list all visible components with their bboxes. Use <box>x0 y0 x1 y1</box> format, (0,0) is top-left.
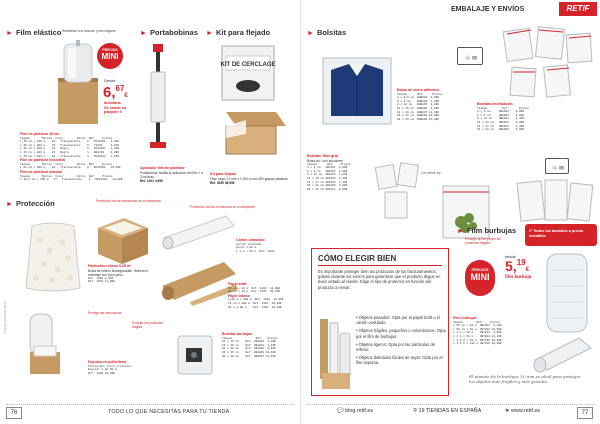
porta-desc: Portabobina, facilita la aplicación del film 1 a 3 bobinas. <box>140 170 203 179</box>
section-title: Bolsitas <box>316 28 347 37</box>
handwritten-note: El tamaño de la burbuja: 10 mm es ideal para proteger los objetos más frágiles y más grandes. <box>469 374 581 384</box>
chips-bag-image <box>22 220 84 294</box>
kit-info <box>210 172 288 185</box>
bubble-roll-standing-image <box>537 250 597 336</box>
section-portabobinas <box>140 28 198 37</box>
espuma-roll-image <box>26 312 66 376</box>
film-table-title: Film de paletizar manual <box>20 169 62 174</box>
badge-main: MINI <box>470 272 490 282</box>
film-boxes-image <box>56 38 100 126</box>
carton-tbl: Cartón ondulado Ancho 1,00 m L 1 m x 50 m Ref. 9104 <box>236 242 275 253</box>
prot-note-1: Protección de las mercancías en el transporte <box>96 199 161 203</box>
recycle-icon <box>545 158 569 174</box>
como-elegir-item: • Objetos ligeros: Opta por las partículas de relleno. <box>356 341 436 353</box>
unit-line: la bobina. <box>104 101 122 105</box>
price-dec: 67 <box>115 84 125 93</box>
bolsita-burbujas-info <box>222 332 296 358</box>
chips-tbl: Ref. 1902 4,99€ Ref. 1903 11,99€ <box>88 276 115 284</box>
cursor-icon: ➤ <box>505 408 510 414</box>
chips-info <box>88 264 152 284</box>
footer-rule <box>6 404 294 405</box>
section-title: Protección <box>15 199 55 208</box>
papel-kraft-tbl: 50 cm x 10 m Ref. 1404 13,99€ 80 cm x 10 m Ref. 1405 20,19€ <box>228 286 281 294</box>
promo-badge <box>97 43 123 69</box>
como-elegir-item: • Objetos delicados fáciles de rayar: Opta por el film espuma. <box>356 355 443 366</box>
papel-info <box>228 282 298 309</box>
section-title: Film burbujas <box>466 226 517 235</box>
film-burbujas-title: Film burbujas <box>453 316 477 320</box>
footer-web-link[interactable] <box>505 408 540 414</box>
prot-note-2: Protección de las mercancías en el transporte <box>190 205 255 209</box>
section-bolsitas <box>307 28 346 37</box>
price-int: 5, <box>505 258 517 274</box>
zip-bags-image <box>501 24 597 104</box>
prot-note-4: Protege los productos frágiles <box>132 321 164 329</box>
footer-rule <box>307 404 595 405</box>
porta-caption: Aplicador film de paletizar <box>140 166 185 170</box>
svg-text:KIT DE CERCLAGE: KIT DE CERCLAGE <box>220 62 276 68</box>
unit-line: paquete 6 <box>104 110 122 115</box>
check-icon: ✔ <box>529 229 534 233</box>
todos-tamanos-text: Todos los tamaños a precio imbatible <box>529 229 584 238</box>
bolsita-burbujas-tbl: Tamaño Ref. Precio 10 x 15 cm Ref. 3B1803 3,09€ 15 x 20 cm Ref. 3B1804 4,39€ 20 x 30 cm Ref. 3B1805 8,99€ 25 x 35 cm Ref. 3B1806 10,49€ 30 x 40 cm Ref. 3B1807 13,49€ <box>222 336 278 358</box>
bolsa-cierre-tbl: Tamaño Ref. Precio 4 x 8,5 cm B3B803 6,99€ 6 x 8 cm B3B804 7,49€ 8 x 12 cm B3B805 8,49€ 10 x 15 cm B3B806 9,99€ 12 x 18 cm B3B807 11,49€ 15 x 22 cm B3B808 13,99€ 18 x 25 cm B3B809 15,49€ <box>397 92 443 121</box>
bubble-roll-lying-image <box>529 334 595 374</box>
white-roll-image <box>160 214 240 252</box>
footer-stores-text: 19 TIENDAS EN ESPAÑA <box>418 408 482 414</box>
como-elegir-intro: Es importante proteger bien tus productos de los fracturamientos, golpes durante los envíos para garantizar que el producto llegue en buen estado al cliente. Elige el tipo de protector en función del producto a enviar: <box>318 269 441 290</box>
vertical-legal-text: Catálogo embalaje 2018 <box>3 301 7 334</box>
section-title: Film elástico <box>15 28 62 37</box>
kit-price: Ref. 3050 36,95€ <box>210 180 235 185</box>
papel-blanco-tbl: 1,00 m x 200 m Ref. 1406 14,99€ 70 cm x 200 m Ref. 1407 18,99€ 60 x 1,00 m Ref. 1408 16,49€ <box>228 298 284 309</box>
promo-desde-right: desde <box>505 254 516 259</box>
zip-bags-group-image <box>515 176 595 226</box>
burbujas-note-1: Protege de los golpes los productos frágiles <box>465 237 501 245</box>
bolsita-burbujas-title: Bolsitas burbujas <box>222 332 253 336</box>
promo-unit <box>104 101 126 115</box>
section-title: Portabobinas <box>149 28 198 37</box>
portabobina-image <box>147 42 169 154</box>
section-title: Kit para flejado <box>215 28 271 37</box>
price-currency: € <box>525 267 529 273</box>
footer-blog-link[interactable] <box>337 408 373 414</box>
minigrip-tbl: Tamaño Ref. Precio 4 x 6 cm 3B1401 0,99€ 6 x 8 cm 3B1402 1,29€ 8 x 12 cm 3B1403 1,89€ 10 x 15 cm 3B1404 2,49€ 12 x 17 cm 3B1405 3,49€ 16 x 22 cm 3B1406 4,99€ 20 x 30 cm 3B1407 6,99€ <box>307 162 351 191</box>
como-elegir-box <box>311 248 449 396</box>
section-proteccion <box>6 199 55 208</box>
promo-price <box>103 84 128 102</box>
right-page <box>300 0 600 424</box>
papel-blanco-title: Papel blanco <box>228 293 251 298</box>
como-elegir-image <box>318 313 354 391</box>
espuma-title: Espuma en polietileno <box>88 360 127 364</box>
location-icon: ⚲ <box>413 408 417 414</box>
como-elegir-item-text: Objetos frágiles, pequeños o voluminosos: Opta por el film de burbujas. <box>356 328 446 339</box>
page-number-left: 76 <box>6 407 22 419</box>
espuma-info <box>88 360 152 375</box>
arrow-icon: ► <box>6 201 13 208</box>
section-film-elastico <box>6 28 61 37</box>
film-burbujas-table <box>453 316 531 346</box>
page-number-right: 77 <box>577 407 593 419</box>
eco-icon <box>457 47 483 65</box>
bolsa-zip-tbl: Tamaño Ref. Precio 4 x 6 cm 3BA601 0,99€ 6 x 8 cm 3BA602 1,99€ 8 x 12 cm 3BA603 2,49€ 10 x 15 cm 3BA604 3,99€ 12 x 17 cm 3BA605 4,49€ 15 x 22 cm 3BA606 5,99€ <box>477 106 530 132</box>
film-top-note: Resistente a la tracción y buen agarre <box>62 29 116 33</box>
section-kit-flejado <box>206 28 270 37</box>
price-currency: € <box>124 93 128 99</box>
film-table-title: Film de paletizar industrial <box>20 158 66 163</box>
arrow-icon: ► <box>206 30 213 37</box>
como-elegir-title: CÓMO ELEGIR BIEN <box>318 254 442 266</box>
box-paper-image <box>94 212 152 268</box>
prot-note-3: Protege las mercancías <box>88 311 122 315</box>
film-burbujas-tbl: Tamaño Ref. Precio L 50 cm x 10 m 3B7201 5,19€ L 50 cm x 50 m 3B7202 10,99€ L 1 m x 10 m 3B7203 9,99€ L 1 m x 50 m 3B7204 21,49€ L 1,2 m x 10 m 3B7205 12,99€ L 1,5 m x 100 m 3B7206 28,99€ <box>453 320 502 346</box>
minigrip-desc: Bolsa zip / con autocierre <box>307 158 343 163</box>
chips-desc: Bolsa de relleno biodegradable. Rellena el embalaje con poco peso. <box>88 268 148 277</box>
como-elegir-item-text: Objetos delicados fáciles de rayar: Opta por el film espuma. <box>356 355 443 366</box>
chips-title: Partículas relleno 0,25 m³ <box>88 264 132 268</box>
promo-unit-right: film burbuja <box>505 274 532 279</box>
kit-flejado-image <box>216 42 290 160</box>
film-table-body: Tamaño Micras Color Rollo Ref. Precio L 45 cm x 200 m 23 Transparente 6 5512183 3,68€ L 45 cm x 300 m 23 Transparente 6 T4246 4,62€ L 45 cm x 200 m 23 Negro 6 9912047 1,29€ L 45 cm x 200 m 23 Negro 1 9B4729 4,29€ L 45 cm x 200 m 23 Transparente 1 5510142 7,54€ <box>20 136 120 158</box>
espuma-tbl: Protección entre cristales Espesor 1 mm 50 m Ref. 1409 24,99€ <box>88 364 132 375</box>
shirt-bag-image <box>321 56 393 126</box>
footer-tagline: TODO LO QUE NECESITAS PARA TU TIENDA <box>108 409 230 415</box>
como-elegir-list <box>356 315 446 366</box>
small-bags-image <box>373 160 421 220</box>
carton-info <box>236 238 296 253</box>
papel-kraft-title: Papel kraft <box>228 282 247 286</box>
unit-line: Se vende en <box>104 105 127 110</box>
promo-badge-right <box>465 260 495 296</box>
minigrip-title: Bolsitas 'Mini grip' <box>307 154 339 158</box>
carton-title: Cartón ondulado <box>236 238 265 242</box>
price-int: 6, <box>103 84 116 101</box>
kit-desc: Fleje negro 12 mm x 1.000 m con 350 grapas plásticas <box>210 176 288 181</box>
como-elegir-item-text: Objetos pesados: Opta por el papel kraft o el cartón ondulado. <box>356 315 440 326</box>
section-film-burbujas <box>457 226 516 235</box>
badge-top: PRECIOS <box>102 48 118 52</box>
film-table <box>20 132 140 182</box>
price-dec: 19 <box>516 258 526 267</box>
como-elegir-item-text: Objetos ligeros: Opta por las partículas de relleno. <box>356 341 436 353</box>
porta-price: Ref. 1401 4,99€ <box>140 178 163 183</box>
minigrip-info <box>307 154 369 191</box>
svg-text:♲ ✉: ♲ ✉ <box>464 56 478 62</box>
bolsa-zip-title: Bolsitas reutilizables <box>477 102 513 106</box>
footer-blog-text: blog.retif.es <box>345 408 374 414</box>
film-table-body: Tamaño Micras Color Rollo Ref. Precio L 50 cm x 300 m 20 Transparente 6 B212504 10,69€ <box>20 162 121 170</box>
badge-main: MINI <box>101 52 119 61</box>
badge-top: PRECIOS <box>471 268 489 272</box>
film-table-body: Tamaño Micras Color Rollo Ref. Precio L 10,2 cm x 150 m 17 Transparente 1 B510183 14,99€ <box>20 174 123 182</box>
kit-caption: Kit para flejado <box>210 172 236 176</box>
arrow-icon: ► <box>457 228 464 235</box>
brand-logo: RETIF <box>559 2 597 16</box>
bolsa-cierre-info <box>397 88 467 121</box>
arrow-icon: ► <box>6 30 13 37</box>
cierre-zip-note: Con cierre zip <box>421 171 441 175</box>
portabobina-info <box>140 166 204 183</box>
todos-tamanos-badge <box>525 224 597 246</box>
film-table-title: Film de paletizar 45 cm <box>20 132 60 136</box>
arrow-icon: ► <box>307 30 314 37</box>
svg-text:♲ ✉: ♲ ✉ <box>551 166 565 172</box>
como-elegir-item: • Objetos pesados: Opta por el papel kraft o el cartón ondulado. <box>356 315 440 326</box>
page-header-title: EMBALAJE Y ENVÍOS <box>451 6 525 13</box>
chat-icon: 💬 <box>337 408 344 414</box>
arrow-icon: ► <box>140 30 147 37</box>
como-elegir-item: • Objetos frágiles, pequeños o voluminosos: Opta por el film de burbujas. <box>356 328 446 339</box>
bubble-bag-image <box>176 334 214 376</box>
footer-web-text: www.retif.es <box>511 408 541 414</box>
footer-stores <box>413 408 481 414</box>
bolsa-cierre-title: Bolsa de cierre adhesivo <box>397 88 440 92</box>
promo-desde: Desde <box>104 78 116 83</box>
bolsa-zip-info <box>477 102 597 132</box>
